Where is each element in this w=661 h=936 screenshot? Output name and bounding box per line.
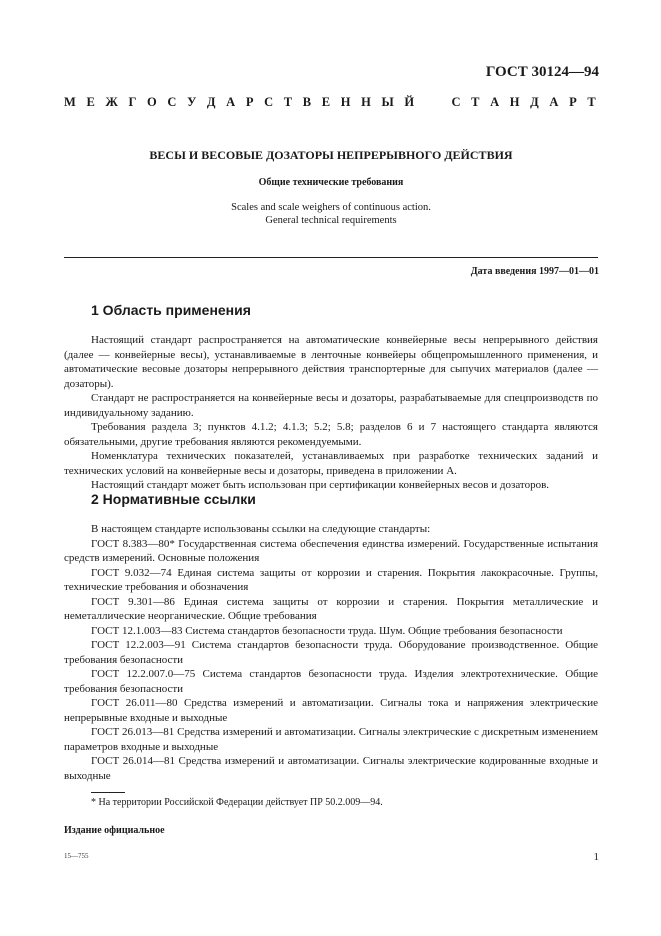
reference-item: ГОСТ 12.2.003—91 Система стандартов безопасности труда. Оборудование производственное. Общие требования безопасности (64, 639, 598, 666)
banner-letter: С (451, 95, 463, 109)
banner-letter: А (490, 95, 502, 109)
paragraph: Номенклатура технических показателей, устанавливаемых при разработке технических заданий и технических условий на конвейерные весы и дозаторы, приведена в приложении А. (64, 450, 598, 477)
paragraph: Требования раздела 3; пунктов 4.1.2; 4.1.3; 5.2; 5.8; разделов 6 и 7 настоящего стандарта являются обязательными, другие требования являются рекомендуемыми. (64, 421, 598, 448)
reference-item: ГОСТ 26.014—81 Средства измерений и автоматизации. Сигналы электрические кодированные входные и выходные (64, 755, 598, 782)
banner-letter: Ы (381, 95, 396, 109)
header-divider (64, 257, 598, 258)
banner-letter: Е (86, 95, 97, 109)
banner-letter: В (302, 95, 314, 109)
section-heading-references: 2 Нормативные ссылки (91, 491, 256, 507)
banner-letter: Н (509, 95, 522, 109)
banner-letter: С (167, 95, 179, 109)
section-scope-body (64, 333, 598, 493)
banner-letter: Т (471, 95, 482, 109)
edition-label: Издание официальное (64, 825, 165, 836)
print-code: 15—755 (64, 852, 89, 860)
banner-letter: А (226, 95, 238, 109)
banner-letter: С (264, 95, 276, 109)
banner-letter: Д (530, 95, 541, 109)
gost-number: ГОСТ 30124—94 (485, 64, 599, 80)
paragraph: В настоящем стандарте использованы ссылки на следующие стандарты: (91, 523, 431, 535)
reference-item: ГОСТ 12.1.003—83 Система стандартов безопасности труда. Шум. Общие требования безопасности (91, 624, 563, 637)
banner-letter: Т (587, 95, 598, 109)
banner-letter: Н (340, 95, 353, 109)
reference-item: ГОСТ 12.2.007.0—75 Система стандартов безопасности труда. Изделия электротехнические. Общие требования безопасности (64, 668, 598, 695)
english-title-line: General technical requirements (265, 215, 397, 226)
banner-letter: А (549, 95, 561, 109)
footnote-divider (91, 792, 125, 793)
paragraph: Настоящий стандарт может быть использован при сертификации конвейерных весов и дозаторов. (91, 479, 550, 491)
section-heading-scope: 1 Область применения (91, 302, 251, 318)
banner-letter: Р (245, 95, 256, 109)
banner-letter: У (187, 95, 199, 109)
intro-date: Дата введения 1997—01—01 (470, 266, 599, 277)
banner-letter: Е (321, 95, 333, 109)
paragraph: Стандарт не распространяется на конвейерные весы и дозаторы, разрабатываемые для спецпроизводств по индивидуальному заданию. (64, 392, 598, 419)
banner-letter: Ж (105, 95, 120, 109)
banner-letter: Д (206, 95, 218, 109)
reference-item: ГОСТ 26.013—81 Средства измерений и автоматизации. Сигналы электрические с дискретным изменением параметров входные и выходные (64, 726, 598, 753)
banner-letter: Г (128, 95, 139, 109)
banner-letter: Р (569, 95, 579, 109)
footnote: * На территории Российской Федерации действует ПР 50.2.009—94. (91, 797, 383, 808)
paragraph: Настоящий стандарт распространяется на автоматические конвейерные весы непрерывного действия (далее — конвейерные весы), устанавливаемые в ленточные конвейеры общепромышленного применения, и автоматические весовые дозаторы непрерывного действия транспортерные для сыпучих материалов (далее — дозаторы). (64, 334, 598, 390)
reference-item: ГОСТ 8.383—80* Государственная система обеспечения единства измерений. Государственные испытания средств измерений. Основные положения (64, 537, 598, 564)
document-subtitle: Общие технические требования (258, 177, 404, 188)
reference-item: ГОСТ 26.011—80 Средства измерений и автоматизации. Сигналы тока и напряжения электрические непрерывные входные и выходные (64, 697, 598, 724)
document-title: ВЕСЫ И ВЕСОВЫЕ ДОЗАТОРЫ НЕПРЕРЫВНОГО ДЕЙСТВИЯ (149, 148, 513, 162)
reference-item: ГОСТ 9.032—74 Единая система защиты от коррозии и старения. Покрытия лакокрасочные. Группы, технические требования и обозначения (64, 566, 598, 593)
banner-letter: Й (404, 95, 417, 109)
banner-letter: М (64, 95, 78, 109)
banner-letter: Н (361, 95, 373, 109)
banner-gap (425, 95, 443, 110)
banner-letter: Т (283, 95, 295, 109)
english-title (64, 201, 598, 227)
reference-item: ГОСТ 9.301—86 Единая система защиты от коррозии и старения. Покрытия металлические и неметаллические неорганические. Общие требования (64, 595, 598, 622)
section-references-body (64, 522, 598, 783)
interstate-standard-banner (64, 95, 598, 110)
english-title-line: Scales and scale weighers of continuous action. (231, 202, 431, 213)
page-number: 1 (593, 851, 599, 863)
banner-letter: О (147, 95, 159, 109)
